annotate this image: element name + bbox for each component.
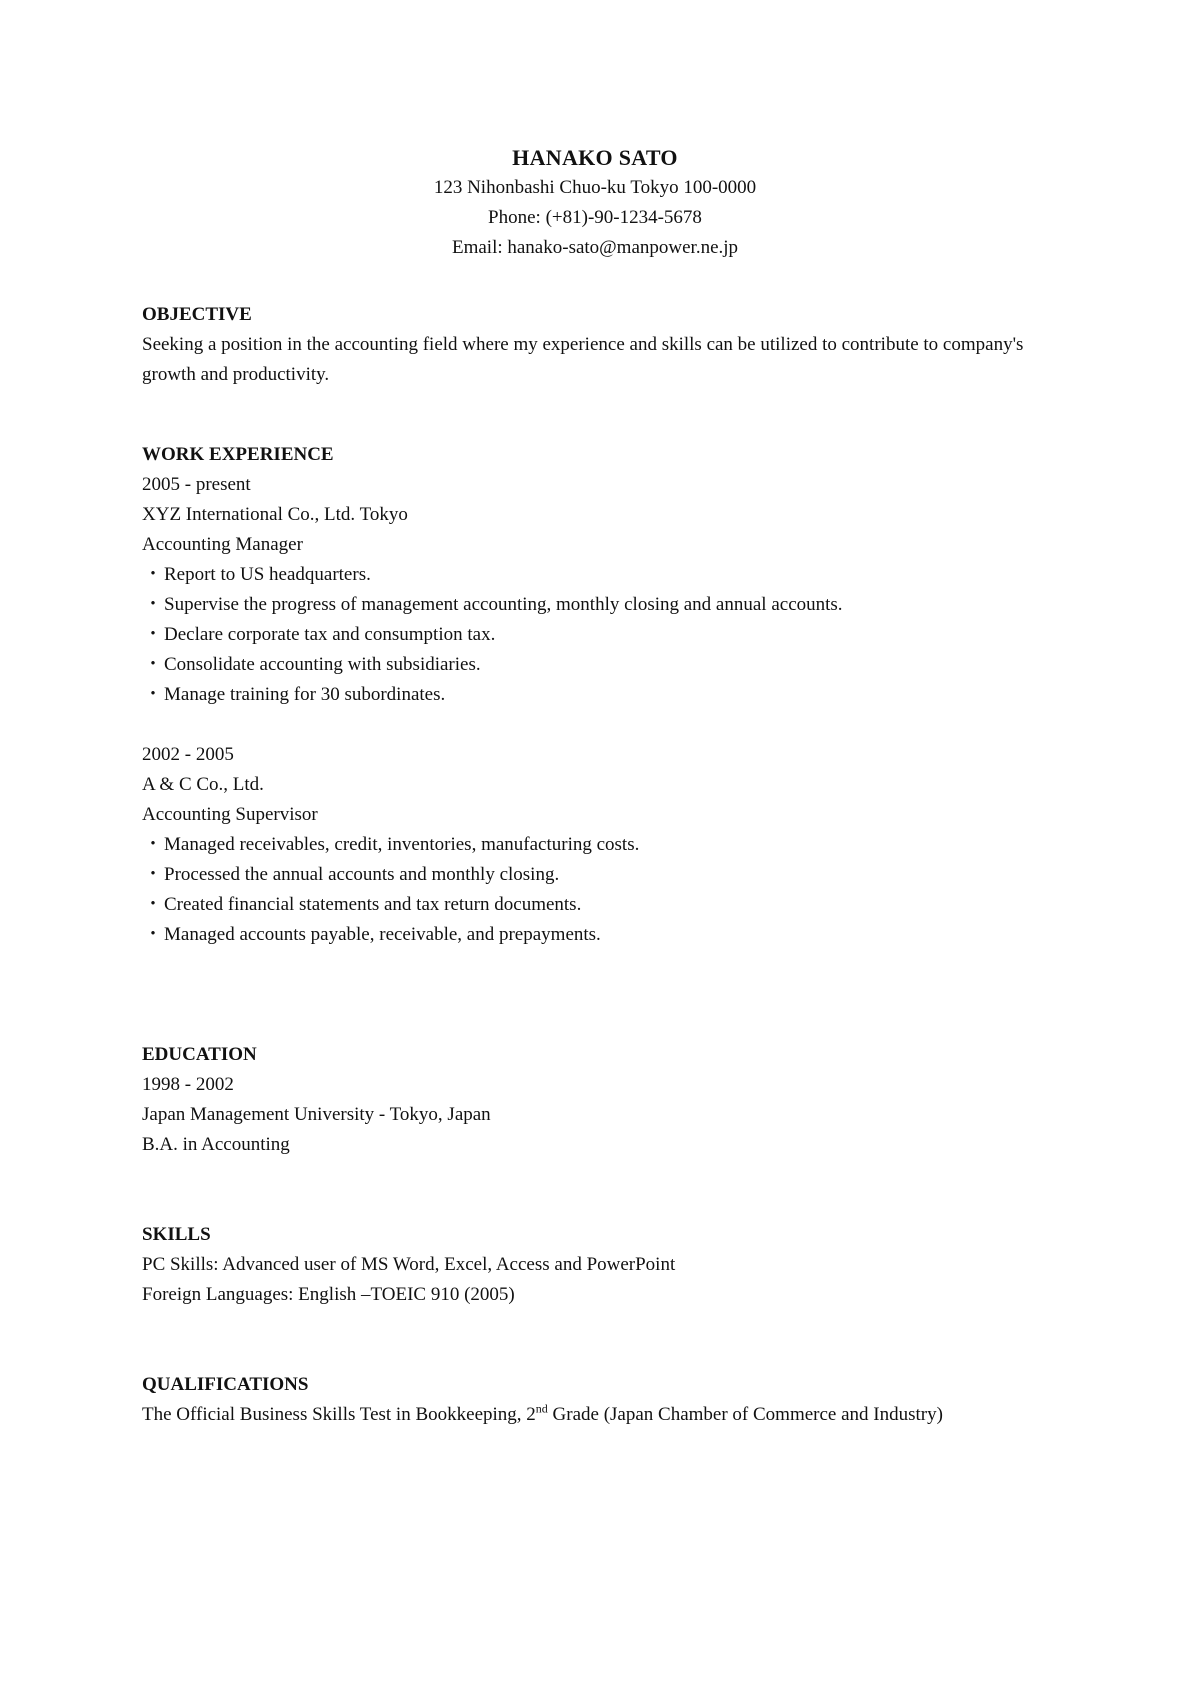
job-company: XYZ International Co., Ltd. Tokyo	[142, 504, 408, 525]
bullet-mark: ・	[143, 594, 163, 615]
candidate-name: HANAKO SATO	[512, 145, 678, 170]
bullet-mark: ・	[143, 834, 163, 855]
bullet-mark: ・	[143, 684, 163, 705]
qualifications-title: QUALIFICATIONS	[142, 1374, 309, 1395]
skills-title: SKILLS	[142, 1224, 211, 1245]
education-title: EDUCATION	[142, 1044, 257, 1065]
duty-text: Created financial statements and tax return documents.	[164, 894, 582, 915]
duty-text: Managed accounts payable, receivable, and prepayments.	[164, 924, 601, 945]
duty-text: Supervise the progress of management accounting, monthly closing and annual accounts.	[164, 594, 843, 615]
qualification-text-end: Grade (Japan Chamber of Commerce and Industry)	[547, 1404, 943, 1425]
job-period: 2005 - present	[142, 474, 251, 495]
pc-skills: PC Skills: Advanced user of MS Word, Excel, Access and PowerPoint	[142, 1254, 676, 1275]
language-skills: Foreign Languages: English –TOEIC 910 (2005)	[142, 1284, 515, 1305]
qualifications-section	[142, 1370, 1062, 1430]
duty-item	[142, 890, 1062, 920]
duty-text: Consolidate accounting with subsidiaries.	[164, 654, 481, 675]
duty-text: Manage training for 30 subordinates.	[164, 684, 446, 705]
email-line: Email: hanako-sato@manpower.ne.jp	[451, 237, 739, 258]
work-experience-title: WORK EXPERIENCE	[142, 444, 334, 465]
bullet-mark: ・	[143, 624, 163, 645]
education-degree: B.A. in Accounting	[142, 1134, 290, 1155]
education-period: 1998 - 2002	[142, 1074, 234, 1095]
job-entry	[142, 740, 1062, 950]
duty-item	[142, 860, 1062, 890]
qualification-superscript: nd	[535, 1401, 548, 1416]
job-role: Accounting Manager	[142, 534, 303, 555]
bullet-mark: ・	[143, 564, 163, 585]
objective-section	[142, 300, 1062, 390]
education-section	[142, 1040, 1062, 1160]
duty-item	[142, 650, 1062, 680]
duty-item	[142, 560, 1062, 590]
duty-text: Report to US headquarters.	[164, 564, 371, 585]
bullet-mark: ・	[143, 864, 163, 885]
bullet-mark: ・	[143, 924, 163, 945]
objective-text: Seeking a position in the accounting field where my experience and skills can be utilized to contribute to company's growth and productivity.	[142, 334, 1024, 385]
duty-item	[142, 620, 1062, 650]
address-line: 123 Nihonbashi Chuo-ku Tokyo 100-0000	[433, 177, 757, 198]
job-period: 2002 - 2005	[142, 744, 234, 765]
job-spacer	[142, 710, 1062, 740]
skills-section	[142, 1220, 1062, 1310]
objective-title: OBJECTIVE	[142, 304, 252, 325]
duty-item	[142, 680, 1062, 710]
duty-item	[142, 590, 1062, 620]
job-entry	[142, 470, 1062, 710]
bullet-mark: ・	[143, 894, 163, 915]
duty-item	[142, 830, 1062, 860]
bullet-mark: ・	[143, 654, 163, 675]
job-role: Accounting Supervisor	[142, 804, 318, 825]
duty-text: Processed the annual accounts and monthly closing.	[164, 864, 560, 885]
phone-line: Phone: (+81)-90-1234-5678	[488, 207, 702, 228]
duty-item	[142, 920, 1062, 950]
education-school: Japan Management University - Tokyo, Japan	[142, 1104, 491, 1125]
duty-text: Declare corporate tax and consumption tax.	[164, 624, 496, 645]
qualification-item	[142, 1400, 1062, 1430]
work-experience-section	[142, 440, 1062, 950]
job-company: A & C Co., Ltd.	[142, 774, 264, 795]
qualification-text: The Official Business Skills Test in Bookkeeping, 2	[142, 1404, 536, 1425]
duty-text: Managed receivables, credit, inventories, manufacturing costs.	[164, 834, 640, 855]
resume-header	[0, 143, 1190, 263]
